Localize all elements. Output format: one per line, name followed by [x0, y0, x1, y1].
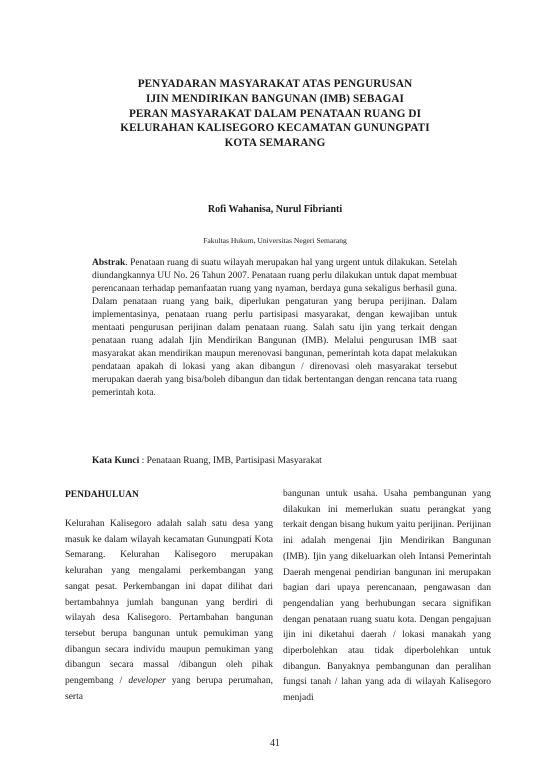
author-affiliation: Fakultas Hukum, Universitas Negeri Semarang	[203, 236, 347, 245]
abstract-text: . Penataan ruang di suatu wilayah merupakan hal yang urgent untuk dilakukan. Setelah diundangkannya UU No. 26 Tahun 2007. Penataan ruang perlu dilakukan untuk dapat membuat perencanaan terhadap pemanfaatan ruang yang nyaman, berdaya guna sekaligus berhasil guna. Dalam penataan ruang yang baik, diperlukan pengaturan yang berupa perijinan. Dalam implementasinya, penataan ruang perlu partisipasi masyarakat, dengan kewajiban untuk mentaati pengurusan perijinan dalam penataan ruang. Salah satu ijin yang terkait dengan penataan ruang adalah Ijin Mendirikan Bangunan (IMB). Melalui pengurusan IMB saat masyarakat akan mendirikan maupun merenovasi bangunan, pemerintah kota dapat melakukan pendataan apakah di lokasi yang akan dibangun / direnovasi oleh masyarakat tersebut merupakan daerah yang bisa/boleh dibangun dan tidak bertentangan dengan rencana tata ruang pemerintah kota.	[92, 258, 457, 398]
section-heading: PENDAHULUAN	[65, 490, 139, 500]
left-column-paragraph	[65, 517, 273, 705]
page-number: 41	[270, 738, 280, 749]
left-column	[65, 488, 273, 705]
left-column-italic: developer	[128, 676, 166, 687]
keywords-text: : Penataan Ruang, IMB, Partisipasi Masyarakat	[139, 456, 322, 466]
right-column-paragraph: bangunan untuk usaha. Usaha pembangunan yang dilakukan ini memerlukan suatu perangkat yang terkait dengan bisang hukum yaitu perijinan. Perijinan ini adalah mengenai Ijin Mendirikan Bangunan (IMB). Ijin yang dikeluarkan oleh Intansi Pemerintah Daerah mengenai pendirian bangunan ini merupakan bagian dari upaya perencanaan, pengawasan dan pengendalian yang berhubungan secara signifikan dengan penataan ruang suatu kota. Dengan pengajuan ijin ini diketahui daerah / lokasi manakah yang diperbolehkan atau tidak diperbolehkan untuk dibangun. Banyaknya pembangunan dan peralihan fungsi tanah / lahan yang ada di wilayah Kalisegoro menjadi	[283, 489, 491, 704]
left-column-tail: yang berupa perumahan, serta	[65, 676, 273, 702]
paper-title: PENYADARAN MASYARAKAT ATAS PENGURUSAN IJIN MENDIRIKAN BANGUNAN (IMB) SEBAGAI PERAN MASYARAKAT DALAM PENATAAN RUANG DI KELURAHAN KALISEGORO KECAMATAN GUNUNGPATI KOTA SEMARANG	[120, 78, 430, 150]
abstract-label: Abstrak	[92, 258, 126, 268]
paper-authors: Rofi Wahanisa, Nurul Fibrianti	[207, 204, 343, 215]
left-column-text: Kelurahan Kalisegoro adalah salah satu desa yang masuk ke dalam wilayah kecamatan Gunungpati Kota Semarang. Kelurahan Kalisegoro merupakan kelurahan yang mengalami perkembangan yang sangat pesat. Perkembangan ini dapat dilihat dari bertambahnya jumlah bangunan yang berdiri di wilayah desa Kalisegoro. Pertambahan bangunan tersebut berupa bangunan untuk pemukiman yang dibangun secara individu maupun pemukiman yang dibangun secara massal /dibangun oleh pihak pengembang /	[65, 519, 273, 687]
right-column	[283, 487, 491, 707]
abstract	[92, 257, 457, 400]
keywords-label: Kata Kunci	[92, 456, 140, 466]
keywords	[92, 455, 472, 468]
